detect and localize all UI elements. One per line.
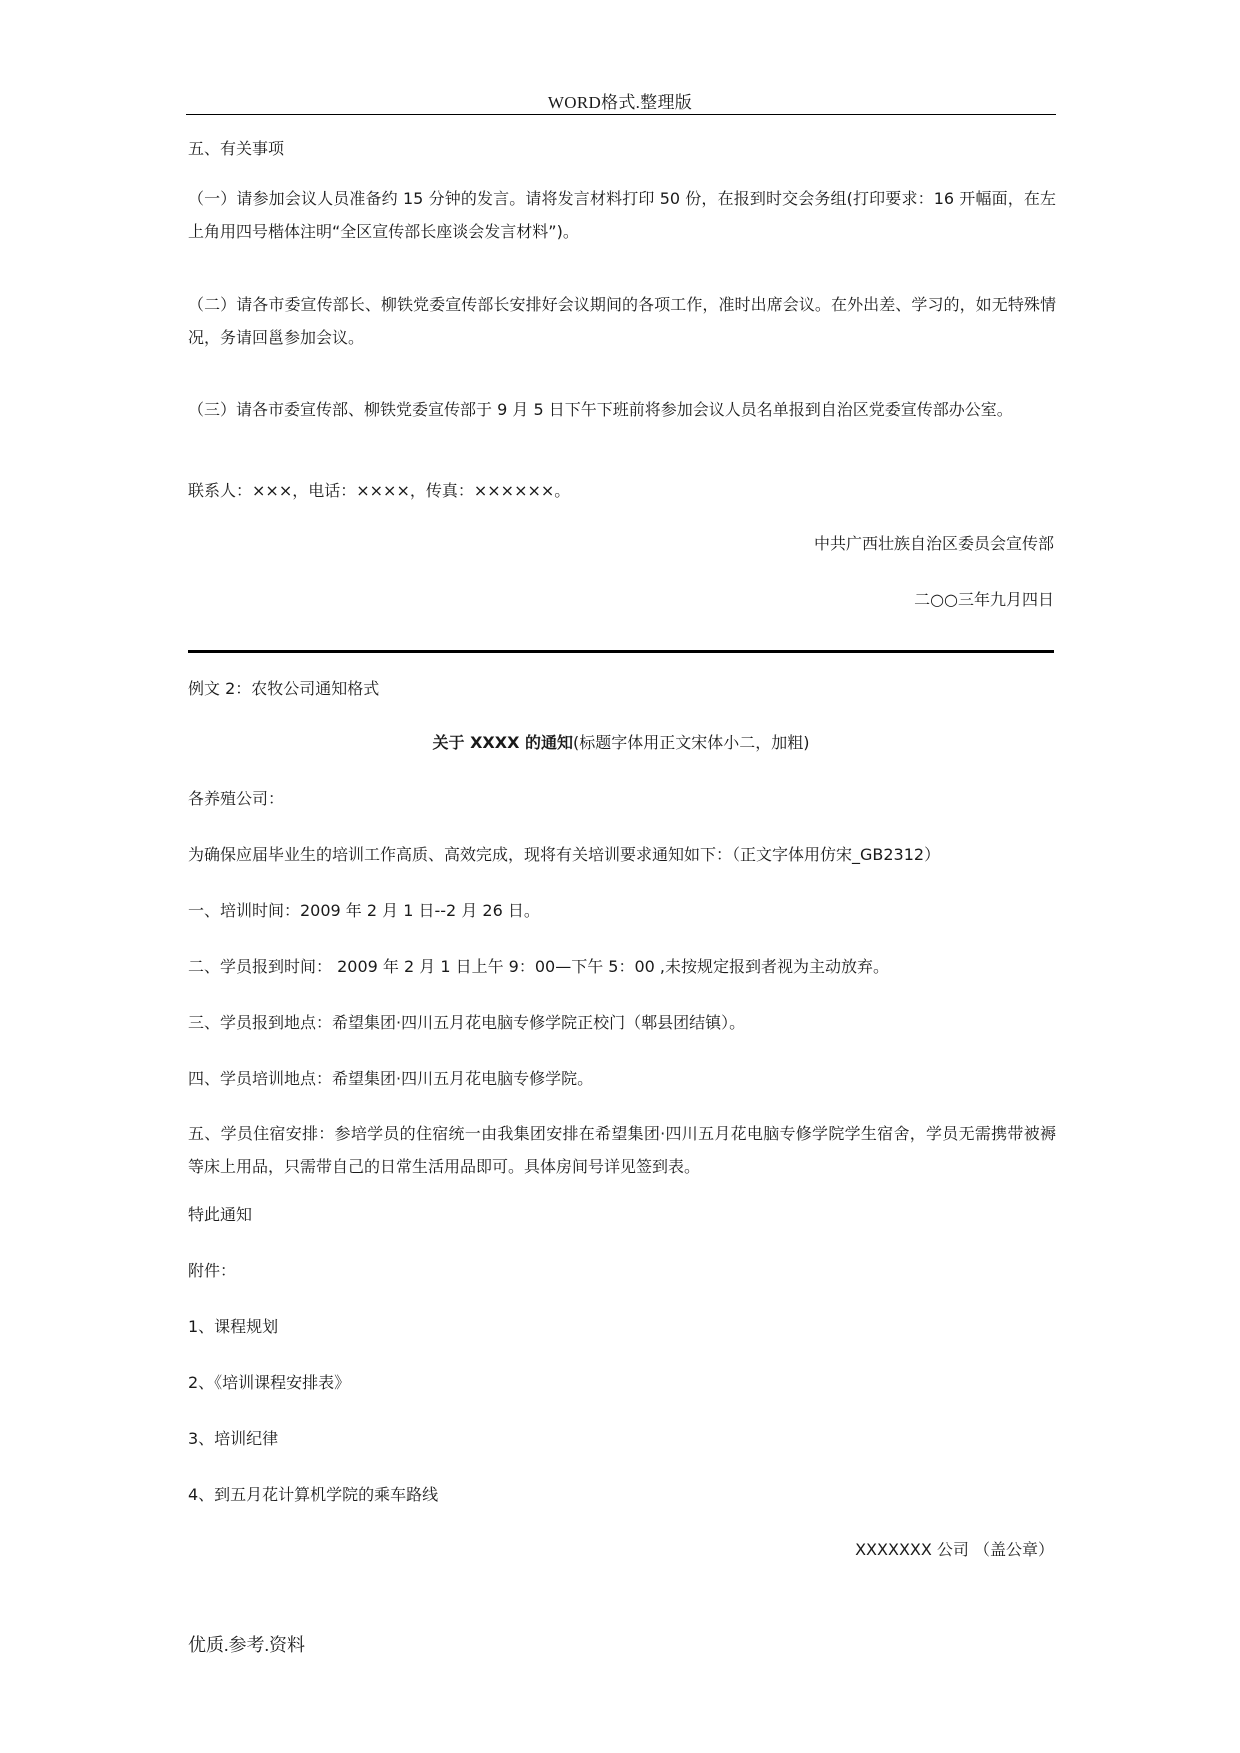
list-item: 一、培训时间：2009 年 2 月 1 日--2 月 26 日。 xyxy=(188,901,540,920)
paragraph-item-3: （三）请各市委宣传部、柳铁党委宣传部于 9 月 5 日下午下班前将参加会议人员名单报到自治区党委宣传部办公室。 xyxy=(188,400,1013,419)
section-separator xyxy=(188,650,1054,653)
paragraph-item-2: （二）请各市委宣传部长、柳铁党委宣传部长安排好会议期间的各项工作，准时出席会议。在外出差、学习的，如无特殊情况，务请回邕参加会议。 xyxy=(188,295,1056,347)
section-heading: 五、有关事项 xyxy=(188,139,285,158)
notice-title xyxy=(188,726,1054,759)
list-item: 四、学员培训地点：希望集团·四川五月花电脑专修学院。 xyxy=(188,1069,594,1088)
notice-title-note: (标题字体用正文宋体小二，加粗) xyxy=(573,733,810,752)
company-signature: XXXXXXX 公司 （盖公章） xyxy=(855,1540,1054,1559)
paragraph-item-1: （一）请参加会议人员准备约 15 分钟的发言。请将发言材料打印 50 份，在报到时交会务组(打印要求：16 开幅面，在左上角用四号楷体注明“全区宣传部长座谈会发言材料”)。 xyxy=(188,189,1056,241)
example-label: 例文 2：农牧公司通知格式 xyxy=(188,679,380,698)
issuing-organization: 中共广西壮族自治区委员会宣传部 xyxy=(813,534,1054,553)
issue-date: 二○○三年九月四日 xyxy=(914,590,1054,609)
salutation: 各养殖公司： xyxy=(188,789,285,808)
list-item: 二、学员报到时间： 2009 年 2 月 1 日上午 9：00—下午 5：00 ,未按规定报到者视为主动放弃。 xyxy=(188,957,890,976)
attachments-label: 附件： xyxy=(188,1261,237,1280)
page-footer: 优质.参考.资料 xyxy=(188,1635,305,1655)
header-rule xyxy=(186,114,1056,115)
intro-paragraph: 为确保应届毕业生的培训工作高质、高效完成，现将有关培训要求通知如下：（正文字体用仿宋_GB2312） xyxy=(188,845,941,864)
attachment-item: 2、《培训课程安排表》 xyxy=(188,1373,351,1392)
attachment-item: 4、到五月花计算机学院的乘车路线 xyxy=(188,1485,439,1504)
closing-text: 特此通知 xyxy=(188,1205,253,1224)
attachment-item: 1、课程规划 xyxy=(188,1317,279,1336)
list-item: 三、学员报到地点：希望集团·四川五月花电脑专修学院正校门（郫县团结镇）。 xyxy=(188,1013,746,1032)
page-header: WORD格式.整理版 xyxy=(547,93,693,112)
contact-line: 联系人：×××，电话：××××，传真：××××××。 xyxy=(188,481,571,500)
attachment-item: 3、培训纪律 xyxy=(188,1429,279,1448)
accommodation-paragraph: 五、学员住宿安排：参培学员的住宿统一由我集团安排在希望集团·四川五月花电脑专修学院学生宿舍，学员无需携带被褥等床上用品，只需带自己的日常生活用品即可。具体房间号详见签到表。 xyxy=(188,1124,1056,1176)
notice-title-main: 关于 XXXX 的通知 xyxy=(432,733,573,752)
